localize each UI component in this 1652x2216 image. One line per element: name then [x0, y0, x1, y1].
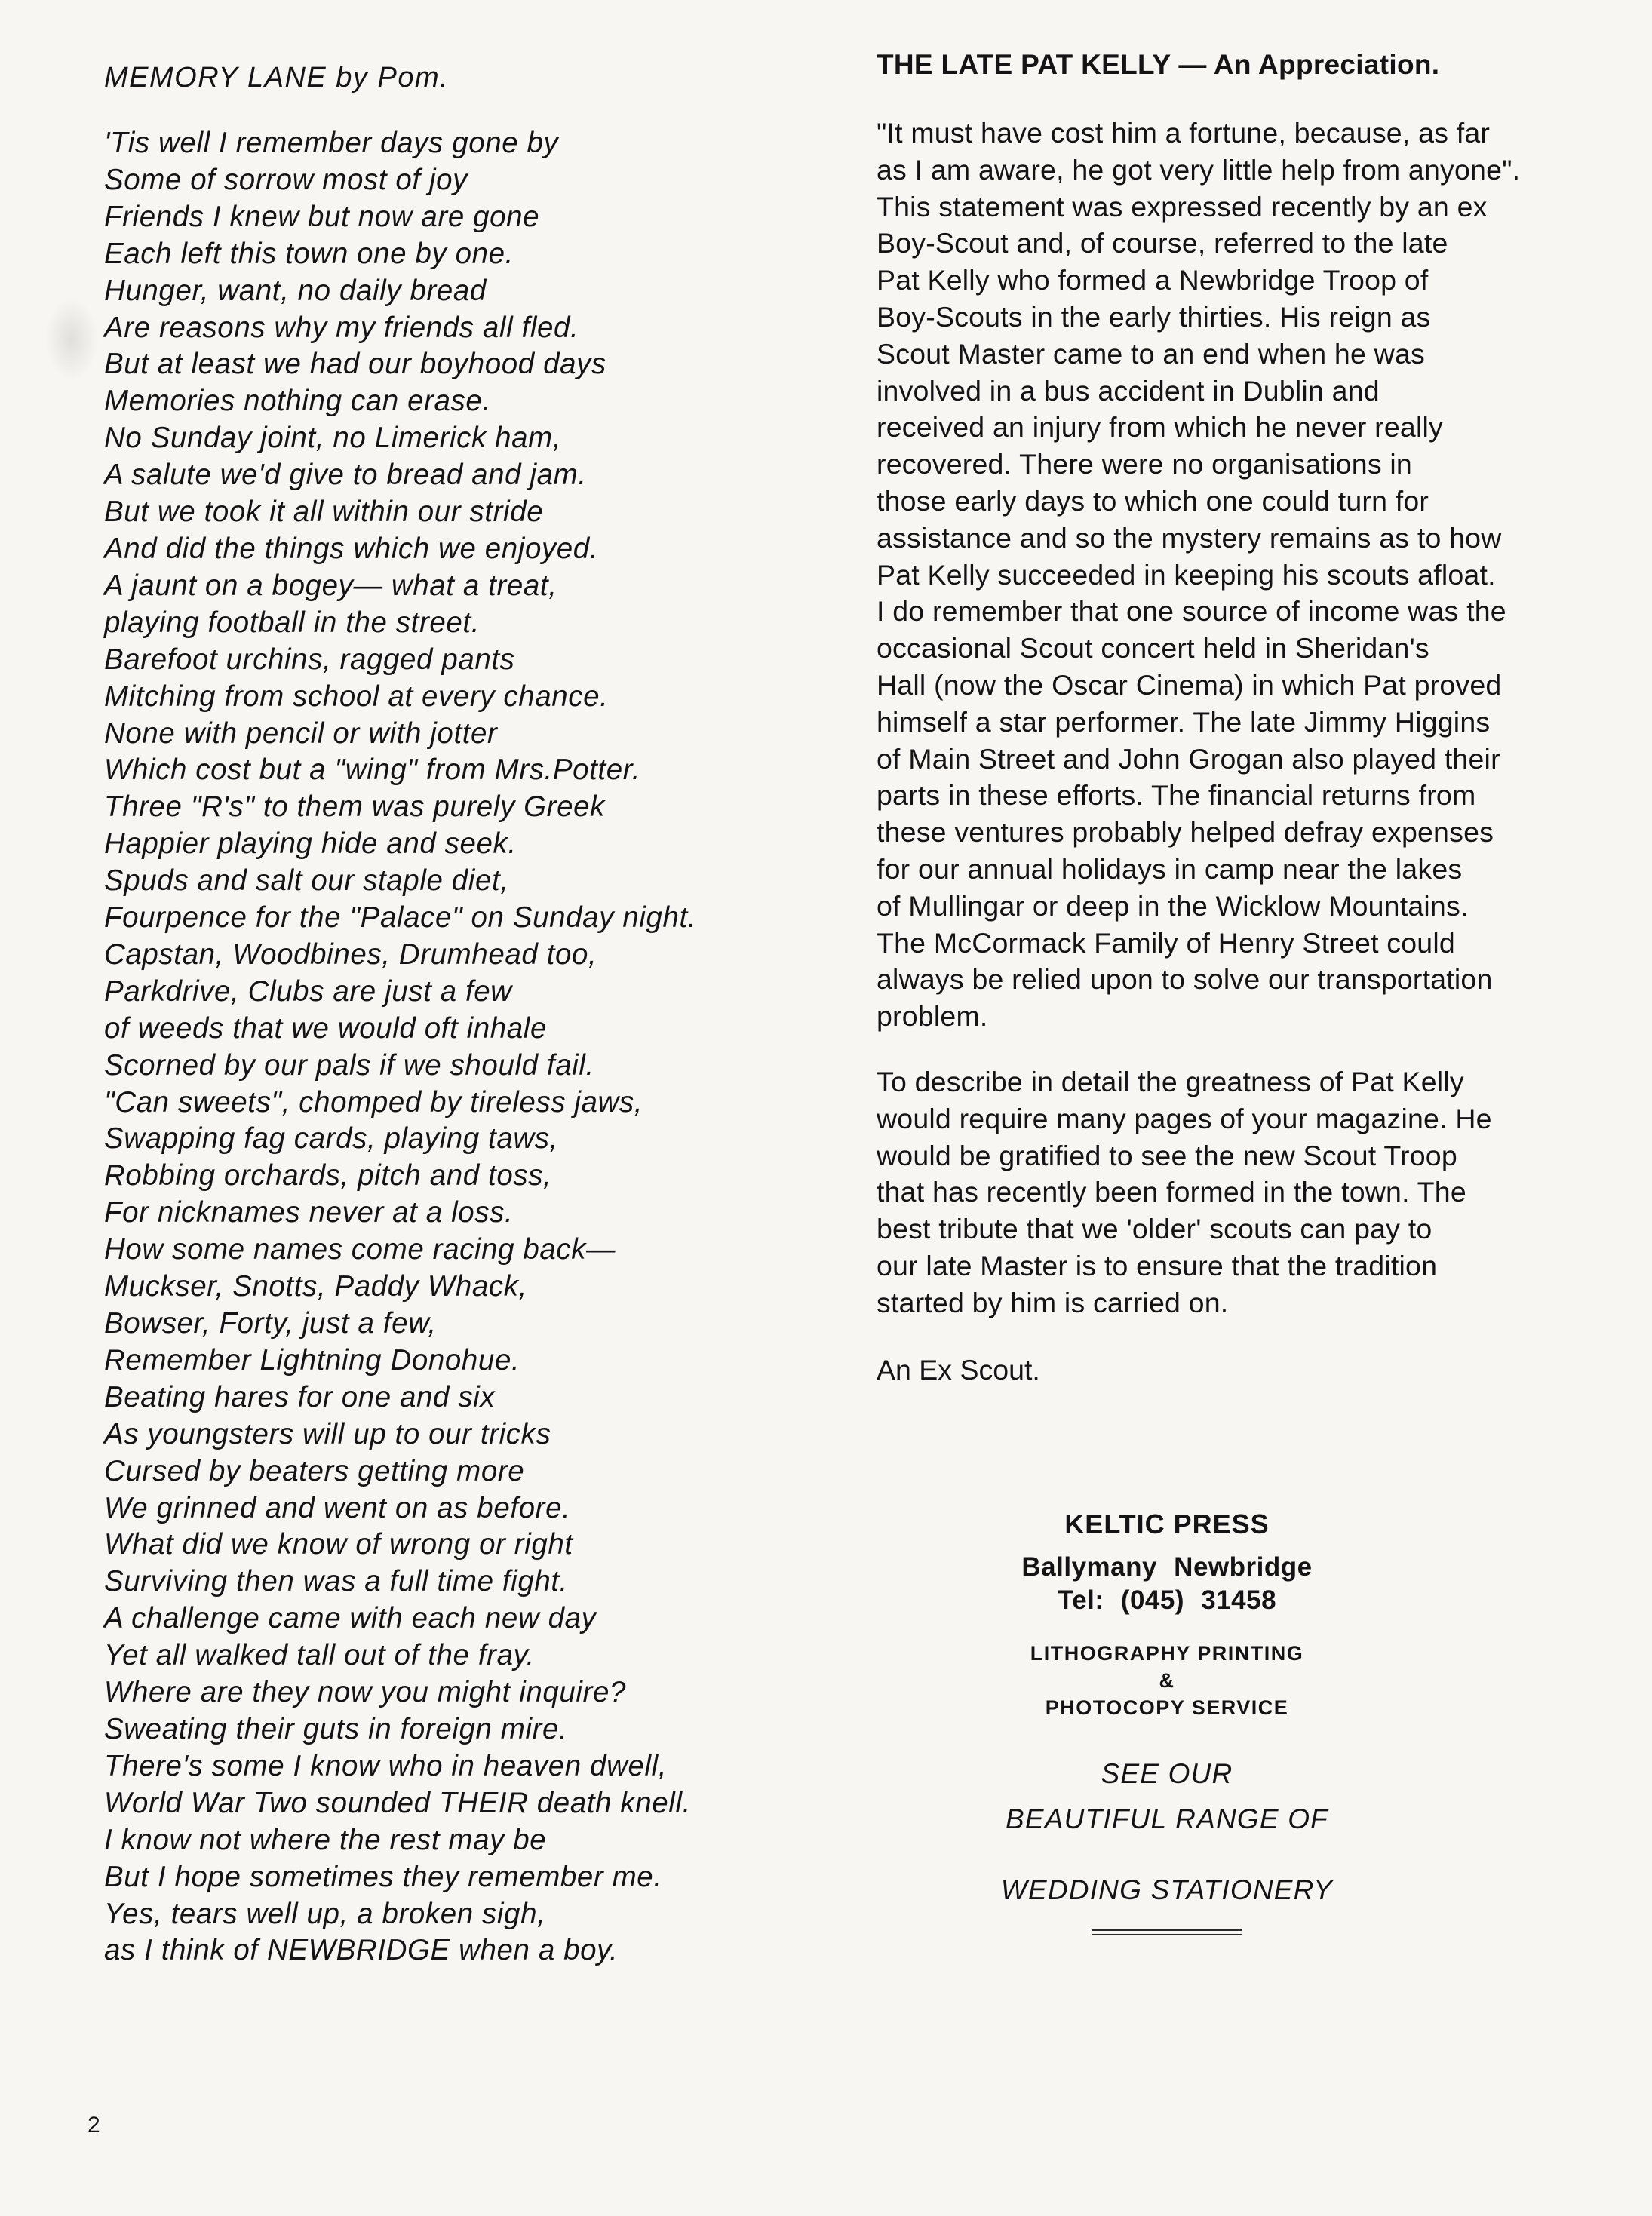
poem-line: Muckser, Snotts, Paddy Whack,	[104, 1270, 527, 1303]
article-line: started by him is carried on.	[877, 1286, 1229, 1318]
advert-service-line: &	[1159, 1669, 1175, 1692]
poem-line: Each left this town one by one.	[104, 237, 514, 270]
poem-line: Beating hares for one and six	[104, 1380, 496, 1413]
article-line: as I am aware, he got very little help from anyone".	[877, 153, 1521, 186]
poem-line: Are reasons why my friends all fled.	[104, 311, 579, 344]
poem-line: For nicknames never at a loss.	[104, 1196, 514, 1229]
poem-line: A salute we'd give to bread and jam.	[104, 459, 587, 492]
article-paragraph	[877, 1063, 1608, 1321]
poem-line: Surviving then was a full time fight.	[104, 1565, 568, 1598]
poem-line: But I hope sometimes they remember me.	[104, 1860, 662, 1893]
article-line: that has recently been formed in the town. The	[877, 1176, 1466, 1208]
advert-address: Ballymany Newbridge	[1021, 1552, 1313, 1582]
poem-line: of weeds that we would oft inhale	[104, 1011, 547, 1045]
article-line: recovered. There were no organisations in	[877, 448, 1412, 480]
poem-line: How some names come racing back—	[104, 1233, 616, 1266]
advert-promo-line: BEAUTIFUL RANGE OF	[1006, 1803, 1328, 1834]
poem-line: Some of sorrow most of joy	[104, 163, 468, 196]
article-line: This statement was expressed recently by an ex	[877, 190, 1488, 223]
poem-line: Capstan, Woodbines, Drumhead too,	[104, 938, 597, 971]
poem-line: playing football in the street.	[104, 606, 481, 639]
poem-line: Yes, tears well up, a broken sigh,	[104, 1897, 546, 1930]
article-line: those early days to which one could turn for	[877, 484, 1429, 517]
article-line: assistance and so the mystery remains as to how	[877, 521, 1502, 554]
article-line: Boy-Scout and, of course, referred to the late	[877, 227, 1448, 259]
article-line: Pat Kelly who formed a Newbridge Troop of	[877, 264, 1429, 296]
article-line: Pat Kelly succeeded in keeping his scouts afloat.	[877, 558, 1496, 591]
article-title: THE LATE PAT KELLY — An Appreciation.	[877, 49, 1440, 80]
poem-section	[104, 59, 828, 1969]
poem-line: Which cost but a "wing" from Mrs.Potter.	[104, 754, 641, 787]
poem-line: Yet all walked tall out of the fray.	[104, 1639, 535, 1672]
article-line: our late Master is to ensure that the tradition	[877, 1249, 1438, 1281]
poem-line: Where are they now you might inquire?	[104, 1676, 627, 1709]
advert-service-line: LITHOGRAPHY PRINTING	[1030, 1642, 1304, 1665]
scan-smudge	[45, 298, 98, 381]
poem-line: As youngsters will up to our tricks	[104, 1417, 551, 1450]
poem-line: Sweating their guts in foreign mire.	[104, 1712, 568, 1745]
poem-line: Friends I knew but now are gone	[104, 200, 540, 233]
poem-line: Barefoot urchins, ragged pants	[104, 643, 515, 676]
poem-line: World War Two sounded THEIR death knell.	[104, 1786, 691, 1819]
advert-promo-line: WEDDING STATIONERY	[1000, 1874, 1334, 1905]
article-line: Scout Master came to an end when he was	[877, 337, 1425, 370]
advert-service-line: PHOTOCOPY SERVICE	[1045, 1696, 1289, 1719]
advert-promo-line: SEE OUR	[1101, 1758, 1233, 1789]
article-line: involved in a bus accident in Dublin and	[877, 374, 1380, 407]
poem-line: There's some I know who in heaven dwell,	[104, 1749, 668, 1782]
article-line: occasional Scout concert held in Sheridan's	[877, 632, 1429, 664]
article-line: "It must have cost him a fortune, because, as far	[877, 117, 1491, 149]
poem-line: Three "R's" to them was purely Greek	[104, 790, 605, 824]
article-signoff: An Ex Scout.	[877, 1353, 1040, 1386]
article-paragraph	[877, 115, 1608, 1035]
poem-line: We grinned and went on as before.	[104, 1491, 571, 1524]
poem-line: Bowser, Forty, just a few,	[104, 1307, 437, 1340]
poem-line: 'Tis well I remember days gone by	[104, 127, 559, 159]
article-line: Hall (now the Oscar Cinema) in which Pat proved	[877, 668, 1502, 701]
poem-line: Scorned by our pals if we should fail.	[104, 1048, 594, 1082]
advert-telephone: Tel: (045) 31458	[1057, 1585, 1277, 1615]
poem-line: Robbing orchards, pitch and toss,	[104, 1159, 552, 1192]
poem-line: Remember Lightning Donohue.	[104, 1343, 520, 1377]
poem-line: What did we know of wrong or right	[104, 1528, 573, 1561]
article-line: I do remember that one source of income was the	[877, 595, 1506, 628]
poem-body	[104, 125, 828, 1969]
article-line: best tribute that we 'older' scouts can pay to	[877, 1213, 1432, 1245]
article-line: himself a star performer. The late Jimmy Higgins	[877, 705, 1491, 738]
poem-line: A jaunt on a bogey— what a treat,	[104, 569, 557, 602]
article-line: The McCormack Family of Henry Street could	[877, 926, 1455, 959]
keltic-press-advert	[952, 1507, 1382, 1935]
article-line: To describe in detail the greatness of Pat Kelly	[877, 1065, 1464, 1097]
page-number: 2	[88, 2113, 100, 2138]
article-line: problem.	[877, 1000, 988, 1033]
advert-promo	[952, 1751, 1382, 1913]
poem-line: But we took it all within our stride	[104, 496, 544, 529]
poem-line: "Can sweets", chomped by tireless jaws,	[104, 1085, 643, 1119]
article-section	[877, 47, 1608, 1388]
poem-line: Happier playing hide and seek.	[104, 827, 517, 861]
article-line: of Main Street and John Grogan also played their	[877, 742, 1500, 775]
article-line: always be relied upon to solve our transportation	[877, 963, 1493, 996]
article-line: would require many pages of your magazine. He	[877, 1102, 1492, 1134]
poem-line: Memories nothing can erase.	[104, 385, 491, 418]
poem-line: Mitching from school at every chance.	[104, 680, 609, 713]
poem-line: Parkdrive, Clubs are just a few	[104, 974, 512, 1008]
advert-double-rule	[1092, 1929, 1242, 1935]
article-line: parts in these efforts. The financial returns from	[877, 779, 1476, 812]
advert-company-name: KELTIC PRESS	[1064, 1509, 1270, 1539]
poem-line: Fourpence for the "Palace" on Sunday night.	[104, 901, 697, 935]
advert-services	[952, 1640, 1382, 1721]
article-body	[877, 115, 1608, 1321]
article-line: these ventures probably helped defray expenses	[877, 816, 1494, 849]
poem-line: I know not where the rest may be	[104, 1823, 547, 1856]
poem-line: Spuds and salt our staple diet,	[104, 864, 509, 898]
article-line: received an injury from which he never really	[877, 411, 1443, 444]
poem-title: MEMORY LANE by Pom.	[104, 62, 450, 94]
poem-line: A challenge came with each new day	[104, 1602, 597, 1635]
poem-line: None with pencil or with jotter	[104, 717, 498, 750]
article-line: for our annual holidays in camp near the lakes	[877, 852, 1463, 885]
article-line: Boy-Scouts in the early thirties. His reign as	[877, 300, 1431, 333]
poem-line: Swapping fag cards, playing taws,	[104, 1122, 558, 1156]
poem-line: Hunger, want, no daily bread	[104, 274, 487, 307]
poem-line: as I think of NEWBRIDGE when a boy.	[104, 1934, 619, 1967]
poem-line: And did the things which we enjoyed.	[104, 532, 599, 565]
article-line: of Mullingar or deep in the Wicklow Mountains.	[877, 889, 1469, 922]
poem-line: But at least we had our boyhood days	[104, 348, 606, 381]
article-line: would be gratified to see the new Scout Troop	[877, 1139, 1457, 1171]
poem-line: No Sunday joint, no Limerick ham,	[104, 422, 562, 455]
poem-line: Cursed by beaters getting more	[104, 1454, 525, 1487]
